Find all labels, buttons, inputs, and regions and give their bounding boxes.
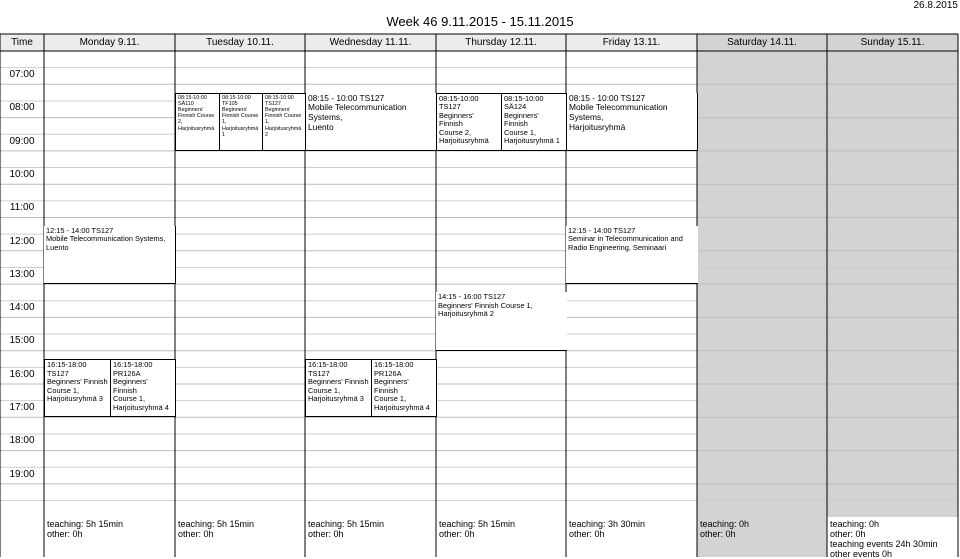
hour-label: 15:00: [9, 335, 35, 347]
event-line: Harjoitusryhmä: [569, 121, 626, 132]
event-line: 08:15-10:00: [178, 94, 207, 101]
summary-line: other: 0h: [439, 529, 475, 539]
event-line: Luento: [308, 121, 334, 132]
event-line: Harjoitusryhmä 4: [113, 402, 169, 412]
event-line: 16:15-18:00 TS127: [308, 360, 348, 378]
event-line: Beginners' Finnish: [47, 377, 108, 387]
event-line: Beginners' Finnish Course 1,: [438, 300, 533, 310]
event-line: Beginners': [178, 107, 204, 114]
hour-label: 12:00: [9, 235, 35, 247]
event-thu-0815-a[interactable]: [436, 93, 502, 151]
summary-line: teaching: 3h 30min: [569, 519, 646, 529]
event-mon-0815-a[interactable]: [175, 93, 220, 151]
hour-label: 09:00: [9, 135, 35, 147]
summary-line: teaching: 5h 15min: [178, 519, 255, 529]
event-line: Beginners': [222, 107, 248, 114]
hour-label: 17:00: [9, 402, 35, 413]
hour-label: 08:00: [9, 102, 35, 114]
event-line: Harjoitusryhmä 1: [504, 136, 560, 146]
event-line: Mobile Telecommunication Systems,: [569, 102, 668, 122]
event-line: Finnish Course 1,: [265, 113, 302, 126]
summary-line: teaching: 5h 15min: [308, 519, 385, 529]
day-summary-4: [569, 519, 645, 539]
event-line: Harjoitusryhmä 2: [438, 309, 494, 319]
summary-line: other: 0h: [308, 529, 344, 539]
event-line: Beginners' Finnish: [308, 377, 369, 387]
event-line: Seminar in Telecommunication and: [568, 234, 683, 244]
event-line: Beginners' Finnish: [113, 377, 148, 395]
event-line: Radio Engineering, Seminaari: [568, 242, 667, 252]
event-line: Course 2,: [439, 127, 472, 137]
hour-label: 10:00: [9, 168, 35, 180]
event-wed-1615-b[interactable]: [371, 359, 437, 417]
summary-line: teaching: 0h: [700, 519, 750, 529]
summary-line: teaching: 0h: [830, 519, 880, 529]
summary-line: other: 0h: [178, 529, 214, 539]
summary-line: other: 0h: [47, 529, 83, 539]
header-day-2: Wednesday 11.11.: [329, 37, 412, 48]
summary-line: teaching: 5h 15min: [47, 519, 124, 529]
hour-label: 13:00: [9, 268, 35, 280]
hour-label: 11:00: [9, 202, 35, 214]
event-line: Course 1,: [374, 394, 407, 404]
event-line: Course 1,: [308, 385, 341, 395]
event-mon-1215[interactable]: [44, 226, 176, 284]
header-time: Time: [11, 37, 33, 48]
week-title: Week 46 9.11.2015 - 15.11.2015: [386, 14, 574, 29]
header-day-0: Monday 9.11.: [79, 37, 140, 48]
event-line: 08:15 - 10:00 TS127: [308, 92, 385, 103]
event-line: Course 1,: [504, 127, 537, 137]
event-line: Harjoitusryhmä 3: [47, 394, 103, 404]
event-line: 08:15 - 10:00 TS127: [569, 92, 646, 103]
event-wed-1615-a[interactable]: [305, 359, 372, 417]
event-line: Course 1,: [47, 385, 80, 395]
event-line: TS127: [265, 100, 281, 107]
day-summary-2: [308, 519, 384, 539]
event-line: Mobile Telecommunication Systems,: [308, 102, 407, 122]
week-totals: [830, 539, 938, 559]
event-line: 08:15-10:00: [265, 94, 294, 101]
hour-label: 16:00: [9, 368, 35, 380]
day-summary-0: [47, 519, 123, 539]
event-line: 08:15-10:00 TS127: [439, 93, 479, 112]
event-line: Finnish Course 2,: [178, 113, 215, 126]
hour-label: 14:00: [9, 302, 35, 314]
event-wed-0815[interactable]: [305, 93, 437, 151]
event-line: 16:15-18:00 TS127: [47, 360, 87, 378]
event-line: Harjoitusryhmä 2: [265, 125, 302, 138]
day-summary-6: [830, 519, 879, 539]
summary-line: teaching: 5h 15min: [439, 519, 516, 529]
header-day-6: Sunday 15.11.: [860, 37, 925, 48]
event-line: 14:15 - 16:00 TS127: [438, 292, 506, 302]
header-day-3: Thursday 12.11.: [465, 37, 537, 48]
event-line: Harjoitusryhmä: [178, 125, 215, 132]
event-line: Beginners' Finnish: [439, 110, 474, 129]
event-fri-0815[interactable]: [566, 93, 698, 151]
day-summary-1: [178, 519, 254, 539]
summary-line: other: 0h: [700, 529, 736, 539]
header-day-4: Friday 13.11.: [602, 37, 661, 48]
event-line: 12:15 - 14:00 TS127: [46, 225, 114, 235]
event-line: 08:15-10:00 SÄ124: [504, 93, 544, 112]
event-line: Beginners' Finnish: [504, 110, 539, 129]
event-thu-0815-b[interactable]: [501, 93, 567, 151]
event-line: Harjoitusryhmä 4: [374, 402, 430, 412]
event-mon-1615-b[interactable]: [110, 359, 176, 417]
event-mon-0815-b[interactable]: [219, 93, 263, 151]
event-line: TF105: [222, 100, 238, 107]
event-line: Harjoitusryhmä: [439, 136, 489, 146]
event-line: Harjoitusryhmä 1: [222, 125, 259, 138]
event-line: Luento: [46, 242, 69, 252]
event-line: Beginners' Finnish: [374, 377, 409, 395]
header-day-1: Tuesday 10.11.: [206, 37, 274, 48]
hour-label: 07:00: [9, 69, 35, 80]
event-line: 16:15-18:00 PR126A: [374, 360, 414, 378]
event-line: 08:15-10:00: [222, 94, 251, 101]
day-summary-3: [439, 519, 515, 539]
event-mon-1615-a[interactable]: [44, 359, 111, 417]
event-fri-1215[interactable]: [566, 226, 698, 284]
print-date: 26.8.2015: [913, 0, 958, 11]
event-line: Mobile Telecommunication Systems,: [46, 234, 166, 244]
totals-line: teaching events 24h 30min: [830, 539, 938, 549]
hour-label: 18:00: [9, 435, 35, 447]
event-line: 16:15-18:00 PR126A: [113, 360, 153, 378]
event-mon-0815-c[interactable]: [262, 93, 306, 151]
event-line: SÄ110: [178, 100, 194, 107]
event-line: 12:15 - 14:00 TS127: [568, 225, 636, 235]
event-line: Finnish Course 1,: [222, 113, 259, 126]
header-day-5: Saturday 14.11.: [727, 37, 797, 48]
event-thu-1415[interactable]: [436, 292, 567, 350]
summary-line: other: 0h: [569, 529, 605, 539]
event-line: Harjoitusryhmä 3: [308, 394, 364, 404]
totals-line: other events 0h: [830, 549, 893, 559]
event-line: Course 1,: [113, 394, 146, 404]
event-line: Beginners': [265, 107, 291, 114]
summary-line: other: 0h: [830, 529, 866, 539]
hour-label: 19:00: [9, 468, 35, 480]
day-summary-5: [700, 519, 749, 539]
